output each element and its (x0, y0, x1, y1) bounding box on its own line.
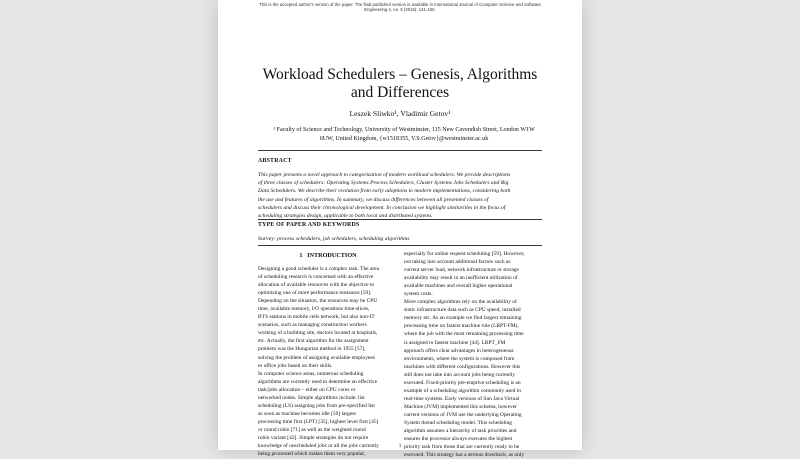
page-number: 1 (398, 443, 402, 449)
abstract-text (258, 171, 542, 220)
divider (258, 219, 542, 220)
text-line: Machine (JVM) implemented this schema, however (404, 403, 517, 410)
text-line: or round robin [71] as well as the weighted round (258, 426, 366, 433)
text-line: knowledge of unscheduled jobs or all the jobs currently (258, 443, 379, 450)
paper-page (218, 0, 582, 459)
abstract-line: Data Schedulers. We describe their evolution from early adoptions to modern implementations, considering both (258, 188, 511, 195)
text-line: where the job with the most remaining processing time (404, 331, 524, 338)
keywords-prefix: Survey: (258, 236, 278, 242)
text-line: to office jobs based on their skills. (258, 362, 333, 369)
title-line: and Differences (350, 84, 450, 101)
affiliation-line: ¹ Faculty of Science and Technology, University of Westminster, 115 New Cavendish Street, London W1W (273, 127, 535, 133)
section-title: INTRODUCTION (307, 252, 357, 259)
text-line: scheduling (LS) assigning jobs from pre-specified list (258, 402, 375, 409)
authors: Leszek Sliwko¹, Vladimir Getov¹ (349, 109, 451, 118)
text-line: algorithm assumes a hierarchy of task priorities and (404, 428, 517, 435)
text-line: task/jobs allocation – either on CPU cores or (258, 386, 356, 393)
abstract-heading: ABSTRACT (258, 158, 292, 164)
text-line: Depending on the situation, the resources may be CPU (258, 298, 378, 305)
text-line: scenarios, such as managing construction workers (258, 322, 367, 329)
text-line: current server load, network infrastructure or storage (404, 267, 519, 274)
keywords-line (258, 236, 409, 242)
text-line: executed. Fixed-priority pre-emptive scheduling is an (404, 379, 521, 386)
text-line: not taking into account additional factors such as (404, 259, 511, 266)
text-line: environments, where the system is composed from (404, 355, 515, 362)
text-line: as soon as machine becomes idle [59] largest (258, 410, 356, 417)
title-line: Workload Schedulers – Genesis, Algorithms (262, 66, 538, 83)
text-line: More complex algorithms rely on the availability of (404, 299, 517, 306)
text-line: machines with different configurations. However this (404, 363, 521, 370)
text-line: ensures the processor always executes the highest (404, 436, 513, 443)
text-line: solving the problem of assigning available employees (258, 354, 375, 361)
text-line: still does not take into account jobs being currently (404, 371, 516, 378)
section-heading (258, 252, 398, 259)
left-column (258, 265, 396, 458)
abstract-line: schedulers and discuss their chronological development. In conclusion we highlight similarities in the focus of (258, 204, 506, 211)
text-line: optimizing one of more performance measures [59]. (258, 290, 372, 297)
text-line: processing time first (LPT) [35], highest level first [45] (258, 418, 379, 425)
keywords-heading: TYPE OF PAPER AND KEYWORDS (258, 222, 360, 228)
text-line: working of a building site, doctors located at hospitals, (258, 330, 378, 337)
affiliation-line: 6UW, United Kingdom, {w1518355, V.S.Getov}@westminster.ac.uk (319, 135, 489, 142)
text-line: In computer science areas, numerous scheduling (258, 370, 364, 377)
text-line: Designing a good scheduler is a complex task. The area (258, 266, 379, 272)
keywords-list: process schedulers, job schedulers, scheduling algorithms (277, 236, 410, 242)
text-line: real-time systems. Early versions of Sun Java Virtual (404, 395, 520, 402)
right-column (404, 250, 542, 459)
text-line: especially for online request scheduling [59]. However, (404, 251, 525, 257)
text-line: priority task from those that are currently ready to be (404, 444, 520, 451)
abstract-line: This paper presents a novel approach to categorization of modern workload schedulers. We provide descriptions (258, 172, 511, 178)
notice-line: This is the accepted author's version of the paper. The final published version is available in International Journal of Computer Science and Software (259, 2, 541, 7)
text-line: static infrastructure data such as CPU speed, installed (404, 307, 521, 314)
abstract-line: of three classes of schedulers: Operating Systems Process Schedulers, Cluster Systems Jobs Schedulers and Big (258, 180, 509, 187)
divider (258, 245, 542, 246)
abstract-line: the use and features of algorithms. In summary, we discuss differences between all presented classes of (258, 196, 489, 203)
text-line: allocation of available resources with the objective to (258, 282, 375, 289)
text-line: is assigned to fastest machine [44]. LRPT_FM (404, 339, 506, 346)
text-line: of scheduling research is concerned with an effective (258, 274, 374, 281)
text-line: approach offers clear advantages in heterogeneous (404, 347, 514, 354)
text-line: algorithms are currently used to determine an effective (258, 378, 378, 385)
text-line: available machines and overall higher operational (404, 283, 513, 290)
text-line: executed. This strategy has a serious drawback, as only (404, 452, 525, 459)
text-line: BTS stations in mobile cells network, but also non-IT (258, 314, 375, 321)
text-line: System thread scheduling model. This scheduling (404, 419, 513, 426)
text-line: availability may result in an inefficient utilization of (404, 275, 518, 282)
text-line: robin variant [42]. Simple strategies do not require (258, 434, 369, 441)
text-line: processing time on fastest machine rule (LRPT-FM), (404, 323, 519, 330)
paper-title (218, 66, 582, 102)
text-line: system costs. (404, 291, 433, 298)
text-line: current versions of JVM use the underlying Operating (404, 411, 522, 418)
affiliation (256, 126, 552, 143)
section-number: 1 (299, 252, 303, 259)
text-line: problem was the Hungarian method in 1955 [57], (258, 346, 366, 353)
text-line: example of a scheduling algorithm commonly used in (404, 387, 522, 394)
abstract-line: scheduling strategies design, applicable to both local and distributed systems. (258, 213, 433, 220)
notice-line: Engineering 4, no. 6 (2015): 141-155. (364, 7, 436, 13)
text-line: etc. Actually, the first algorithm for the assignment (258, 338, 369, 345)
text-line: networked nodes. Simple algorithms include: list (258, 394, 365, 401)
publication-notice (218, 2, 582, 13)
text-line: being processed which makes them very popular, (258, 451, 366, 458)
text-line: memory etc. As an example we find largest remaining (404, 315, 522, 322)
text-line: time, available memory, I/O operations time-slices, (258, 306, 370, 313)
divider (258, 150, 542, 151)
